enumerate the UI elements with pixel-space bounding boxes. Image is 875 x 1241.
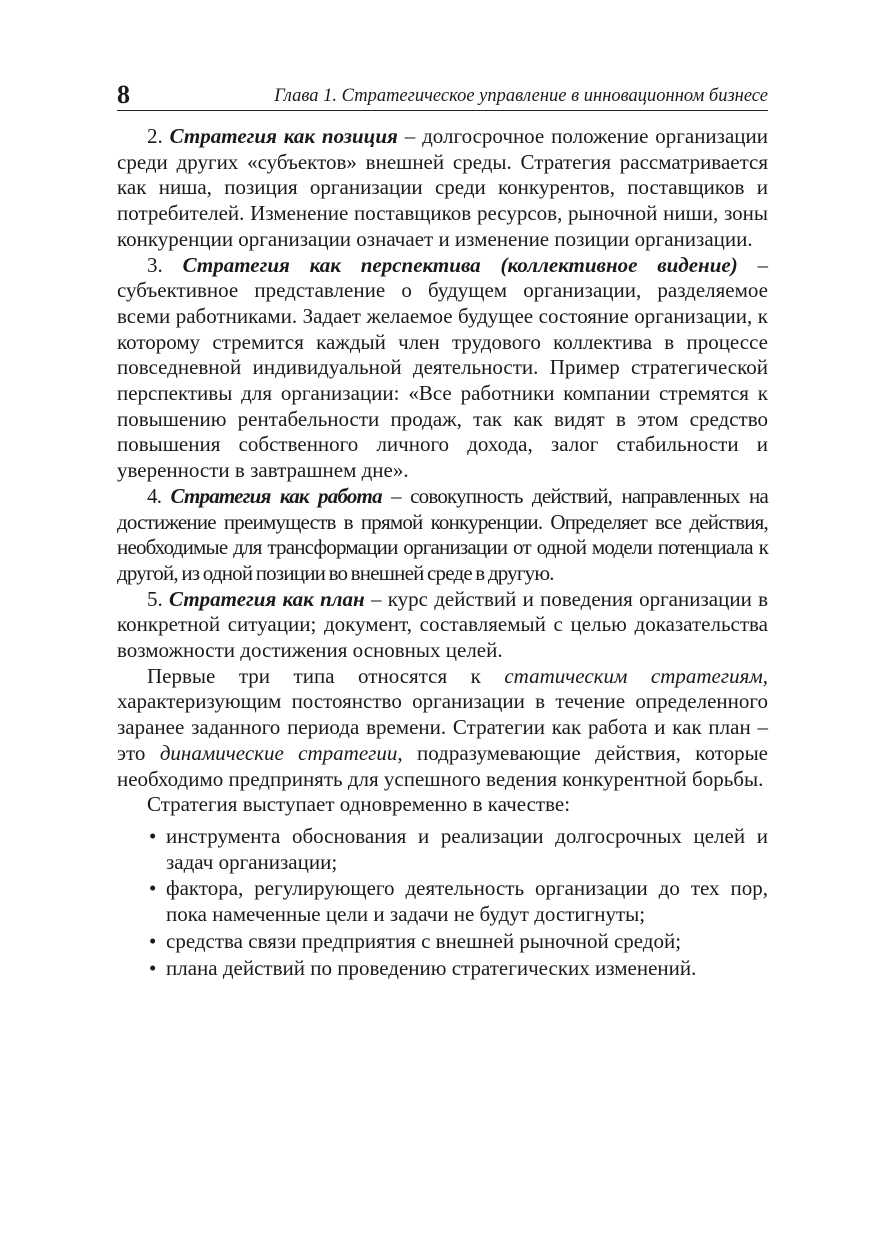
summary-text-1: Первые три типа относятся к [147,663,505,688]
list-item-text: плана действий по проведению стратегических изменений. [166,955,697,980]
list-item [117,929,768,955]
list-item [117,876,768,927]
item-number: 5. [147,586,170,611]
term-perspective: Стратегия как перспектива (коллективное видение) [182,252,738,277]
term-work: Стратегия как работа [170,483,382,508]
paragraph-text: – долгосрочное положение организации среди других «субъектов» внешней среды. Стратегия рассматривается как ниша, позиция организации среди конкурентов, поставщиков и потребителей. Изменение поставщиков ресурсов, рыночной ниши, зоны конкуренции организации означает и изменение позиции организации. [117,124,769,251]
term-static-strategies: статическим стратегиям, [504,663,768,688]
bullet-icon: • [149,928,157,953]
list-item [117,956,768,982]
item-number: 2. [147,124,170,148]
paragraph-text: – субъективное представление о будущем организации, разделяемое всеми работниками. Задает желаемое будущее состояние организации, к которому стремится каждый член трудового коллектива в процессе повседневной индивидуальной деятельности. Пример стратегической перспективы для организации: «Все работники компании стремятся к повышению рентабельности продаж, так как видят в этом средство повышения собственного личного дохода, залог стабильности и уверенности в завтрашнем дне». [117,252,769,483]
list-item-text: инструмента обоснования и реализации долгосрочных целей и задач организации; [166,823,768,874]
list-intro: Стратегия выступает одновременно в качестве: [147,792,571,817]
item-number: 4. [147,483,171,508]
running-title: Глава 1. Стратегическое управление в инновационном бизнесе [274,86,768,106]
body-text [117,124,768,982]
summary-text-2: характеризующим постоянство организации в течение определенного заранее заданного периода времени. Стратегии как работа и как план – это [117,689,768,765]
bullet-icon: • [149,876,157,901]
paragraph-summary [117,664,768,793]
paragraph-text: – совокупность действий, направленных на достижение преимуществ в прямой конкуренции. Определяет все действия, необходимые для трансформации организации от одной модели потенциала к другой, из одной позиции во внешней среде в другую. [117,483,768,585]
paragraph-strategy-plan [117,587,768,664]
bullet-list [117,824,768,981]
paragraph-text: – курс действий и поведения организации в конкретной ситуации; документ, составляемый с целью доказательства возможности достижения основных целей. [117,586,768,663]
term-position: Стратегия как позиция [169,124,398,148]
page-number: 8 [117,80,130,109]
term-dynamic-strategies: динамические стратегии, [159,740,403,765]
item-number: 3. [147,252,183,277]
bullet-icon: • [149,955,157,980]
paragraph-strategy-position [117,124,768,253]
bullet-icon: • [149,823,157,848]
paragraph-strategy-work [117,484,768,587]
term-plan: Стратегия как план [169,586,365,611]
list-item-text: средства связи предприятия с внешней рыночной средой; [166,928,682,953]
page-header [117,80,768,111]
paragraph-strategy-perspective [117,253,768,484]
list-item-text: фактора, регулирующего деятельность организации до тех пор, пока намеченные цели и задачи не будут достигнуты; [166,876,768,927]
summary-text-3: подразумевающие действия, которые необходимо предпринять для успешного ведения конкурентной борьбы. [117,740,768,791]
list-item [117,824,768,875]
